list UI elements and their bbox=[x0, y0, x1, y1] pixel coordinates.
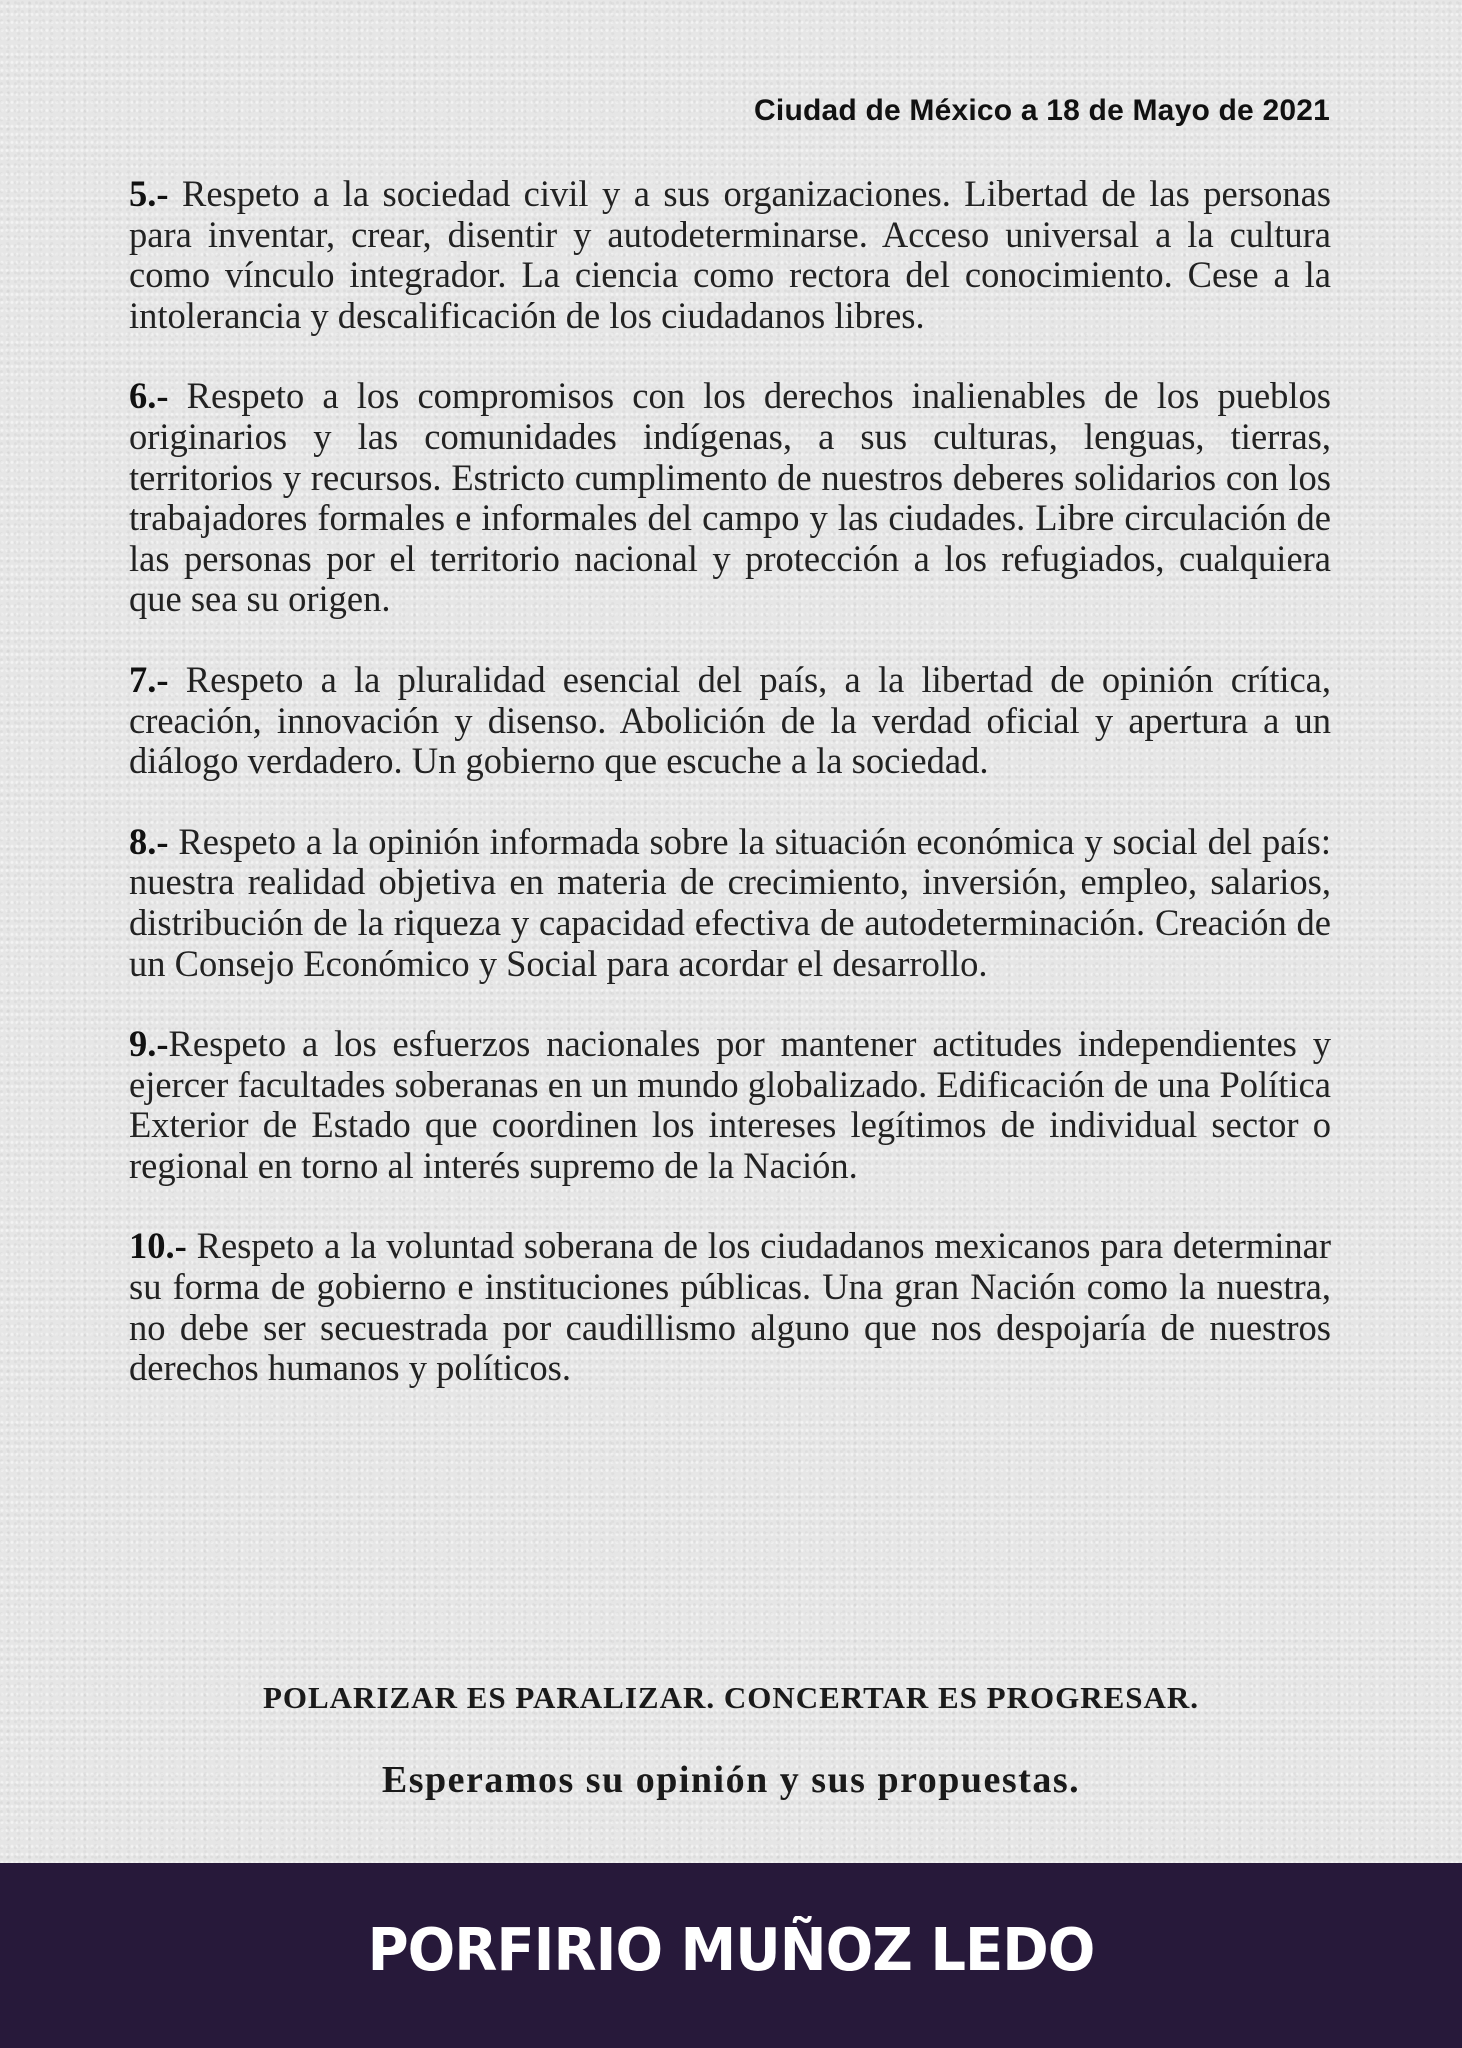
point-number: 6.- bbox=[129, 375, 169, 417]
invitation-text: Esperamos su opinión y sus propuestas. bbox=[381, 1759, 1081, 1801]
slogan: POLARIZAR ES PARALIZAR. CONCERTAR ES PROGRESAR. bbox=[262, 1680, 1200, 1715]
point-number: 5.- bbox=[129, 173, 169, 214]
point-text: Respeto a los compromisos con los derechos inalienables de los pueblos originarios y las comunidades indígenas, a sus culturas, lenguas, tierras, territorios y recursos. Estricto cumplimento de nuestros deberes solidarios con los trabajadores formales e informales del campo y las ciudades. Libre circulación de las personas por el territorio nacional y protección a los refugiados, cualquiera que sea su origen. bbox=[129, 375, 1331, 620]
points-list bbox=[129, 174, 1331, 1429]
point-item bbox=[129, 1024, 1331, 1186]
point-number: 10.- bbox=[129, 1225, 187, 1267]
point-text: Respeto a la voluntad soberana de los ciudadanos mexicanos para determinar su forma de gobierno e instituciones públicas. Una gran Nación como la nuestra, no debe ser secuestrada por caudillismo alguno que nos despojaría de nuestros derechos humanos y políticos. bbox=[129, 1225, 1331, 1389]
point-number: 9.- bbox=[129, 1023, 169, 1065]
point-number: 7.- bbox=[129, 658, 169, 700]
footer-band bbox=[0, 1863, 1462, 2048]
point-item bbox=[129, 1226, 1331, 1388]
point-text: Respeto a la sociedad civil y a sus organizaciones. Libertad de las personas para inventar, crear, disentir y autodeterminarse. Acceso universal a la cultura como vínculo integrador. La ciencia como rectora del conocimiento. Cese a la intolerancia y descalificación de los ciudadanos libres. bbox=[129, 173, 1331, 336]
point-text: Respeto a los esfuerzos nacionales por mantener actitudes independientes y ejercer facultades soberanas en un mundo globalizado. Edificación de una Política Exterior de Estado que coordinen los intereses legítimos de individual sector o regional en torno al interés supremo de la Nación. bbox=[129, 1023, 1331, 1186]
point-item bbox=[129, 376, 1331, 620]
point-number: 8.- bbox=[129, 820, 169, 862]
signature-name: PORFIRIO MUÑOZ LEDO bbox=[367, 1916, 1095, 1985]
date-line: Ciudad de México a 18 de Mayo de 2021 bbox=[754, 94, 1330, 127]
point-item bbox=[129, 174, 1331, 336]
point-text: Respeto a la pluralidad esencial del país, a la libertad de opinión crítica, creación, innovación y disenso. Abolición de la verdad oficial y apertura a un diálogo verdadero. Un gobierno que escuche a la sociedad. bbox=[129, 658, 1331, 782]
point-text: Respeto a la opinión informada sobre la situación económica y social del país: nuestra realidad objetiva en materia de crecimiento, inversión, empleo, salarios, distribución de la riqueza y capacidad efectiva de autodeterminación. Creación de un Consejo Económico y Social para acordar el desarrollo. bbox=[129, 820, 1331, 984]
point-item bbox=[129, 822, 1331, 984]
point-item bbox=[129, 660, 1331, 782]
